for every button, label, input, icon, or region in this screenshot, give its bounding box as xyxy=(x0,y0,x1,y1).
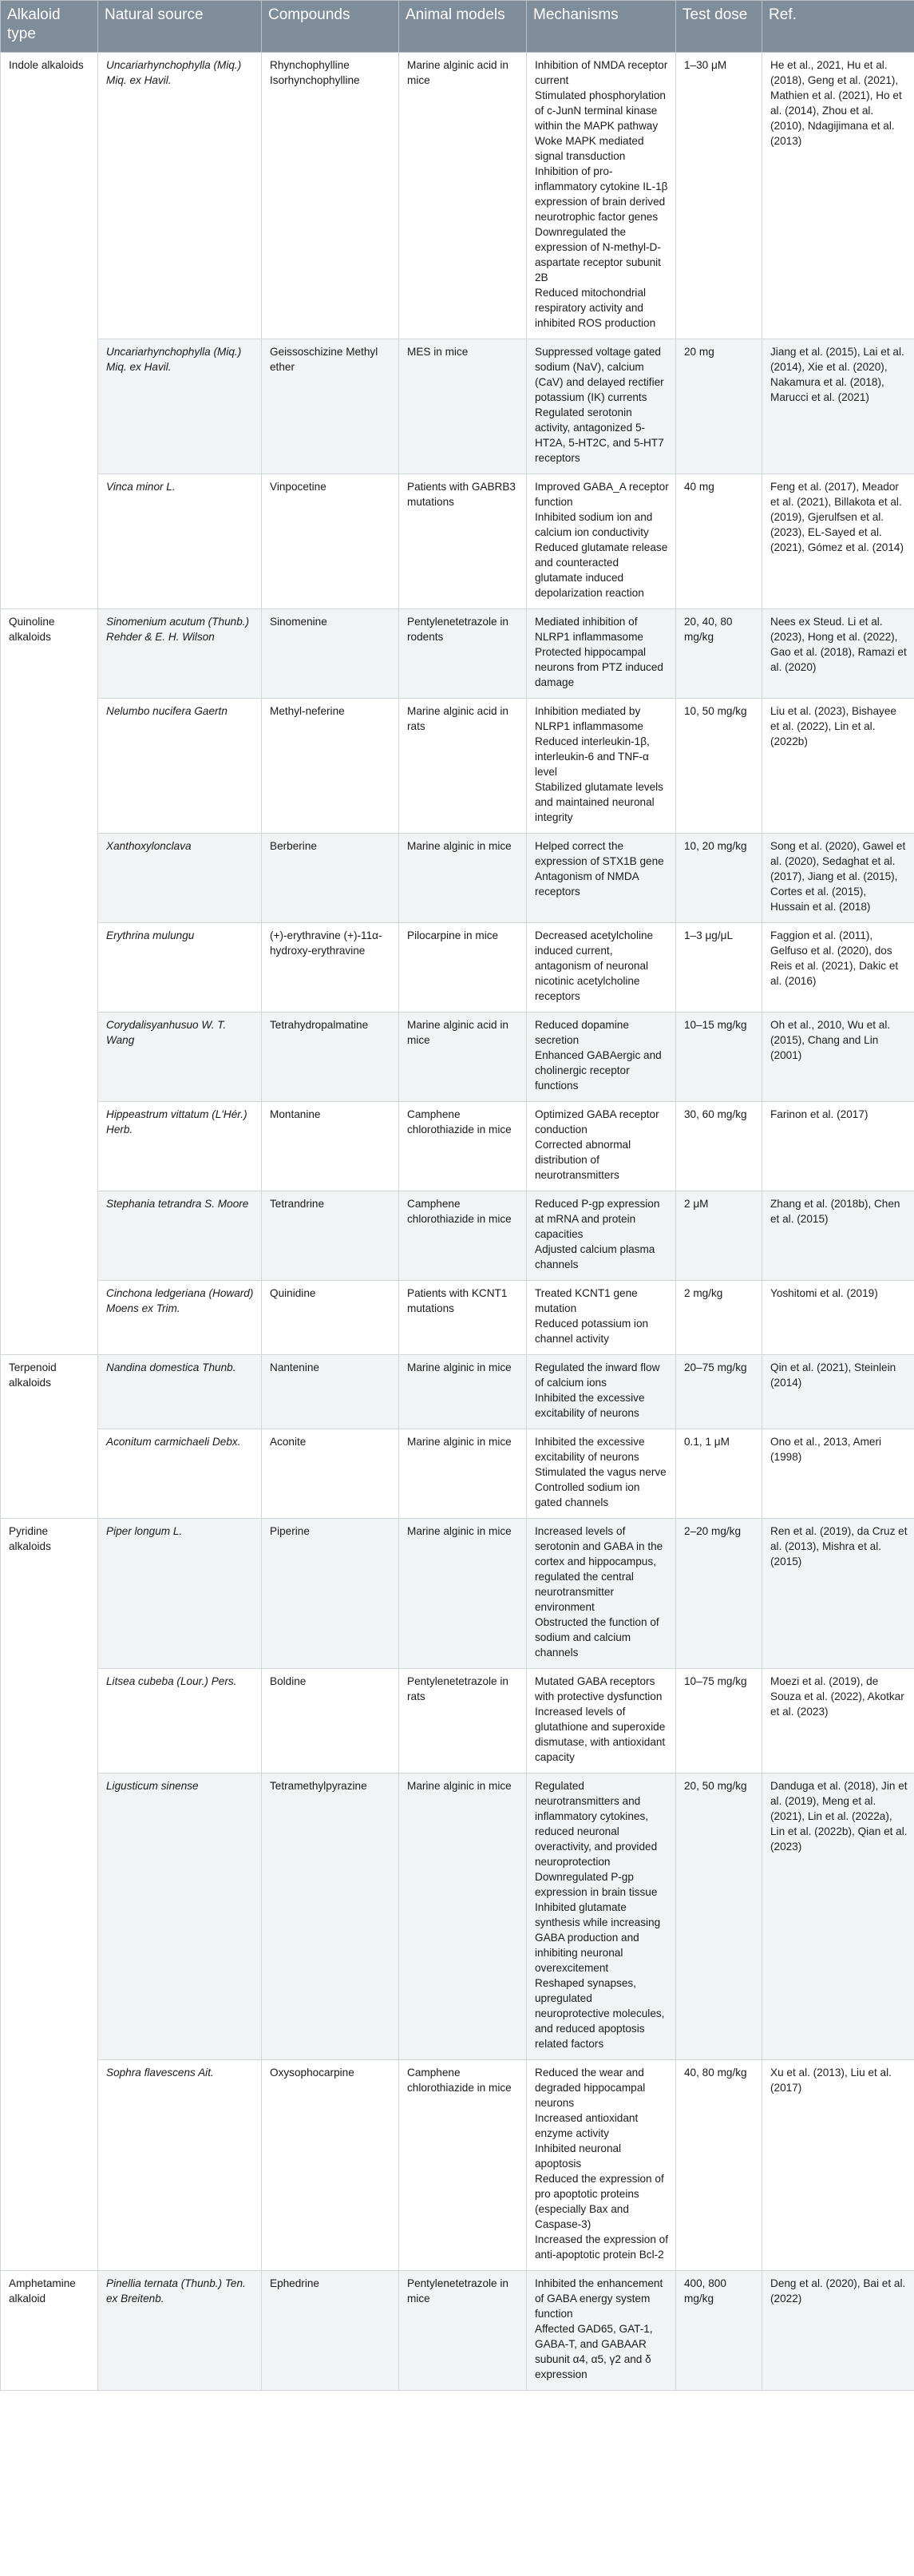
test-dose-cell: 20 mg xyxy=(676,339,762,474)
mechanisms-cell: Suppressed voltage gated sodium (NaV), calcium (CaV) and delayed rectifier potassium (IK) currents Regulated serotonin activity, antagonized 5-HT2A, 5-HT2C, and 5-HT7 receptors xyxy=(527,339,676,474)
compounds-cell: Tetrandrine xyxy=(262,1191,399,1281)
mechanisms-cell: Increased levels of serotonin and GABA in the cortex and hippocampus, regulated the central neurotransmitter environment Obstructed the function of sodium and calcium channels xyxy=(527,1519,676,1669)
test-dose-cell: 2 μM xyxy=(676,1191,762,1281)
natural-source-cell: Nandina domestica Thunb. xyxy=(98,1355,262,1429)
header-natural-source: Natural source xyxy=(98,1,262,53)
table-row xyxy=(1,923,914,1013)
ref-cell: He et al., 2021, Hu et al. (2018), Geng et al. (2021), Mathien et al. (2021), Ho et al. (2014), Zhou et al. (2010), Ndagijimana et al. (2013) xyxy=(762,53,914,339)
alkaloid-type-cell: Terpenoid alkaloids xyxy=(1,1355,98,1519)
compounds-cell: Tetramethylpyrazine xyxy=(262,1773,399,2060)
header-ref: Ref. xyxy=(762,1,914,53)
mechanisms-cell: Inhibited the enhancement of GABA energy system function Affected GAD65, GAT-1, GABA-T, and GABAAR subunit α4, α5, γ2 and δ expression xyxy=(527,2271,676,2391)
alkaloid-type-cell: Indole alkaloids xyxy=(1,53,98,609)
mechanisms-cell: Optimized GABA receptor conduction Corrected abnormal distribution of neurotransmitters xyxy=(527,1102,676,1191)
table-row xyxy=(1,1013,914,1102)
natural-source-cell: Ligusticum sinense xyxy=(98,1773,262,2060)
test-dose-cell: 20, 50 mg/kg xyxy=(676,1773,762,2060)
animal-model-cell: Marine alginic in mice xyxy=(399,1429,527,1519)
animal-model-cell: Pentylenetetrazole in rodents xyxy=(399,609,527,699)
ref-cell: Liu et al. (2023), Bishayee et al. (2022), Lin et al. (2022b) xyxy=(762,699,914,834)
natural-source-cell: Sinomenium acutum (Thunb.) Rehder & E. H. Wilson xyxy=(98,609,262,699)
table-row xyxy=(1,609,914,699)
animal-model-cell: Marine alginic acid in rats xyxy=(399,699,527,834)
table-row xyxy=(1,1191,914,1281)
mechanisms-cell: Decreased acetylcholine induced current, antagonism of neuronal nicotinic acetylcholine receptors xyxy=(527,923,676,1013)
table-row xyxy=(1,2060,914,2271)
mechanisms-cell: Inhibited the excessive excitability of neurons Stimulated the vagus nerve Controlled sodium ion gated channels xyxy=(527,1429,676,1519)
ref-cell: Nees ex Steud. Li et al. (2023), Hong et al. (2022), Gao et al. (2018), Ramazi et al. (2020) xyxy=(762,609,914,699)
natural-source-cell: Uncariarhynchophylla (Miq.) Miq. ex Havil. xyxy=(98,339,262,474)
table-row xyxy=(1,1355,914,1429)
ref-cell: Feng et al. (2017), Meador et al. (2021), Billakota et al. (2019), Gjerulfsen et al. (2023), EL-Sayed et al. (2021), Gómez et al. (2014) xyxy=(762,474,914,609)
compounds-cell: Ephedrine xyxy=(262,2271,399,2391)
test-dose-cell: 20–75 mg/kg xyxy=(676,1355,762,1429)
natural-source-cell: Aconitum carmichaeli Debx. xyxy=(98,1429,262,1519)
compounds-cell: Berberine xyxy=(262,834,399,923)
table-row xyxy=(1,1281,914,1355)
header-compounds: Compounds xyxy=(262,1,399,53)
compounds-cell: Sinomenine xyxy=(262,609,399,699)
animal-model-cell: Patients with GABRB3 mutations xyxy=(399,474,527,609)
compounds-cell: Geissoschizine Methyl ether xyxy=(262,339,399,474)
natural-source-cell: Vinca minor L. xyxy=(98,474,262,609)
compounds-cell: Piperine xyxy=(262,1519,399,1669)
animal-model-cell: Marine alginic in mice xyxy=(399,834,527,923)
mechanisms-cell: Inhibition of NMDA receptor current Stimulated phosphorylation of c-JunN terminal kinase within the MAPK pathway Woke MAPK mediated signal transduction Inhibition of pro-inflammatory cytokine IL-1β expression of brain derived neurotrophic factor genes Downregulated the expression of N-methyl-D-aspartate receptor subunit 2B Reduced mitochondrial respiratory activity and inhibited ROS production xyxy=(527,53,676,339)
natural-source-cell: Nelumbo nucifera Gaertn xyxy=(98,699,262,834)
natural-source-cell: Uncariarhynchophylla (Miq.) Miq. ex Havil. xyxy=(98,53,262,339)
animal-model-cell: Pentylenetetrazole in rats xyxy=(399,1669,527,1773)
mechanisms-cell: Improved GABA_A receptor function Inhibited sodium ion and calcium ion conductivity Reduced glutamate release and counteracted glutamate induced depolarization reaction xyxy=(527,474,676,609)
mechanisms-cell: Reduced the wear and degraded hippocampal neurons Increased antioxidant enzyme activity Inhibited neuronal apoptosis Reduced the expression of pro apoptotic proteins (especially Bax and Caspase-3) Increased the expression of anti-apoptotic protein Bcl-2 xyxy=(527,2060,676,2271)
compounds-cell: Quinidine xyxy=(262,1281,399,1355)
test-dose-cell: 20, 40, 80 mg/kg xyxy=(676,609,762,699)
table-row xyxy=(1,1519,914,1669)
mechanisms-cell: Regulated neurotransmitters and inflammatory cytokines, reduced neuronal overactivity, and provided neuroprotection Downregulated P-gp expression in brain tissue Inhibited glutamate synthesis while increasing GABA production and inhibiting neuronal overexcitement Reshaped synapses, upregulated neuroprotective molecules, and reduced apoptosis related factors xyxy=(527,1773,676,2060)
compounds-cell: Methyl-neferine xyxy=(262,699,399,834)
ref-cell: Farinon et al. (2017) xyxy=(762,1102,914,1191)
natural-source-cell: Stephania tetrandra S. Moore xyxy=(98,1191,262,1281)
ref-cell: Jiang et al. (2015), Lai et al. (2014), Xie et al. (2020), Nakamura et al. (2018), Marucci et al. (2021) xyxy=(762,339,914,474)
natural-source-cell: Litsea cubeba (Lour.) Pers. xyxy=(98,1669,262,1773)
mechanisms-cell: Regulated the inward flow of calcium ions Inhibited the excessive excitability of neurons xyxy=(527,1355,676,1429)
animal-model-cell: Marine alginic in mice xyxy=(399,1519,527,1669)
natural-source-cell: Erythrina mulungu xyxy=(98,923,262,1013)
ref-cell: Ren et al. (2019), da Cruz et al. (2013), Mishra et al. (2015) xyxy=(762,1519,914,1669)
compounds-cell: Montanine xyxy=(262,1102,399,1191)
table-row xyxy=(1,1429,914,1519)
animal-model-cell: MES in mice xyxy=(399,339,527,474)
test-dose-cell: 2–20 mg/kg xyxy=(676,1519,762,1669)
ref-cell: Oh et al., 2010, Wu et al. (2015), Chang and Lin (2001) xyxy=(762,1013,914,1102)
animal-model-cell: Patients with KCNT1 mutations xyxy=(399,1281,527,1355)
mechanisms-cell: Reduced dopamine secretion Enhanced GABAergic and cholinergic receptor functions xyxy=(527,1013,676,1102)
test-dose-cell: 30, 60 mg/kg xyxy=(676,1102,762,1191)
natural-source-cell: Sophra flavescens Ait. xyxy=(98,2060,262,2271)
alkaloid-type-cell: Pyridine alkaloids xyxy=(1,1519,98,2271)
natural-source-cell: Piper longum L. xyxy=(98,1519,262,1669)
ref-cell: Yoshitomi et al. (2019) xyxy=(762,1281,914,1355)
compounds-cell: (+)-erythravine (+)-11α-hydroxy-erythravine xyxy=(262,923,399,1013)
mechanisms-cell: Treated KCNT1 gene mutation Reduced potassium ion channel activity xyxy=(527,1281,676,1355)
compounds-cell: Oxysophocarpine xyxy=(262,2060,399,2271)
test-dose-cell: 10, 20 mg/kg xyxy=(676,834,762,923)
table-row xyxy=(1,1773,914,2060)
header-animal-models: Animal models xyxy=(399,1,527,53)
test-dose-cell: 40 mg xyxy=(676,474,762,609)
table-header-row xyxy=(1,1,914,53)
animal-model-cell: Marine alginic in mice xyxy=(399,1355,527,1429)
ref-cell: Xu et al. (2013), Liu et al. (2017) xyxy=(762,2060,914,2271)
table-row xyxy=(1,834,914,923)
table-body xyxy=(1,53,914,2391)
natural-source-cell: Pinellia ternata (Thunb.) Ten. ex Breitenb. xyxy=(98,2271,262,2391)
ref-cell: Ono et al., 2013, Ameri (1998) xyxy=(762,1429,914,1519)
compounds-cell: Nantenine xyxy=(262,1355,399,1429)
alkaloid-type-cell: Quinoline alkaloids xyxy=(1,609,98,1355)
animal-model-cell: Marine alginic in mice xyxy=(399,1773,527,2060)
animal-model-cell: Marine alginic acid in mice xyxy=(399,53,527,339)
table-row xyxy=(1,1102,914,1191)
test-dose-cell: 2 mg/kg xyxy=(676,1281,762,1355)
ref-cell: Danduga et al. (2018), Jin et al. (2019), Meng et al. (2021), Lin et al. (2022a), Lin et al. (2022b), Qian et al. (2023) xyxy=(762,1773,914,2060)
ref-cell: Moezi et al. (2019), de Souza et al. (2022), Akotkar et al. (2023) xyxy=(762,1669,914,1773)
compounds-cell: Boldine xyxy=(262,1669,399,1773)
table-row xyxy=(1,339,914,474)
mechanisms-cell: Mutated GABA receptors with protective dysfunction Increased levels of glutathione and superoxide dismutase, with antioxidant capacity xyxy=(527,1669,676,1773)
compounds-cell: Vinpocetine xyxy=(262,474,399,609)
test-dose-cell: 1–30 μM xyxy=(676,53,762,339)
test-dose-cell: 0.1, 1 μM xyxy=(676,1429,762,1519)
test-dose-cell: 10–75 mg/kg xyxy=(676,1669,762,1773)
natural-source-cell: Hippeastrum vittatum (L'Hér.) Herb. xyxy=(98,1102,262,1191)
compounds-cell: Aconite xyxy=(262,1429,399,1519)
test-dose-cell: 400, 800 mg/kg xyxy=(676,2271,762,2391)
table-row xyxy=(1,2271,914,2391)
table-row xyxy=(1,699,914,834)
animal-model-cell: Marine alginic acid in mice xyxy=(399,1013,527,1102)
ref-cell: Zhang et al. (2018b), Chen et al. (2015) xyxy=(762,1191,914,1281)
animal-model-cell: Pilocarpine in mice xyxy=(399,923,527,1013)
ref-cell: Deng et al. (2020), Bai et al. (2022) xyxy=(762,2271,914,2391)
natural-source-cell: Xanthoxylonclava xyxy=(98,834,262,923)
mechanisms-cell: Helped correct the expression of STX1B gene Antagonism of NMDA receptors xyxy=(527,834,676,923)
test-dose-cell: 10–15 mg/kg xyxy=(676,1013,762,1102)
table-row xyxy=(1,53,914,339)
table-row xyxy=(1,1669,914,1773)
header-mechanisms: Mechanisms xyxy=(527,1,676,53)
header-test-dose: Test dose xyxy=(676,1,762,53)
test-dose-cell: 10, 50 mg/kg xyxy=(676,699,762,834)
compounds-cell: Tetrahydropalmatine xyxy=(262,1013,399,1102)
alkaloid-type-cell: Amphetamine alkaloid xyxy=(1,2271,98,2391)
animal-model-cell: Camphene chlorothiazide in mice xyxy=(399,2060,527,2271)
ref-cell: Song et al. (2020), Gawel et al. (2020), Sedaghat et al. (2017), Jiang et al. (2015), Cortes et al. (2015), Hussain et al. (2018) xyxy=(762,834,914,923)
mechanisms-cell: Mediated inhibition of NLRP1 inflammasome Protected hippocampal neurons from PTZ induced damage xyxy=(527,609,676,699)
animal-model-cell: Camphene chlorothiazide in mice xyxy=(399,1191,527,1281)
animal-model-cell: Pentylenetetrazole in mice xyxy=(399,2271,527,2391)
natural-source-cell: Corydalisyanhusuo W. T. Wang xyxy=(98,1013,262,1102)
ref-cell: Qin et al. (2021), Steinlein (2014) xyxy=(762,1355,914,1429)
mechanisms-cell: Reduced P-gp expression at mRNA and protein capacities Adjusted calcium plasma channels xyxy=(527,1191,676,1281)
test-dose-cell: 40, 80 mg/kg xyxy=(676,2060,762,2271)
test-dose-cell: 1–3 μg/μL xyxy=(676,923,762,1013)
header-alkaloid-type: Alkaloid type xyxy=(1,1,98,53)
animal-model-cell: Camphene chlorothiazide in mice xyxy=(399,1102,527,1191)
mechanisms-cell: Inhibition mediated by NLRP1 inflammasome Reduced interleukin-1β, interleukin-6 and TNF-α level Stabilized glutamate levels and maintained neuronal integrity xyxy=(527,699,676,834)
natural-source-cell: Cinchona ledgeriana (Howard) Moens ex Trim. xyxy=(98,1281,262,1355)
ref-cell: Faggion et al. (2011), Gelfuso et al. (2020), dos Reis et al. (2021), Dakic et al. (2016) xyxy=(762,923,914,1013)
compounds-cell: Rhynchophylline Isorhynchophylline xyxy=(262,53,399,339)
table-row xyxy=(1,474,914,609)
